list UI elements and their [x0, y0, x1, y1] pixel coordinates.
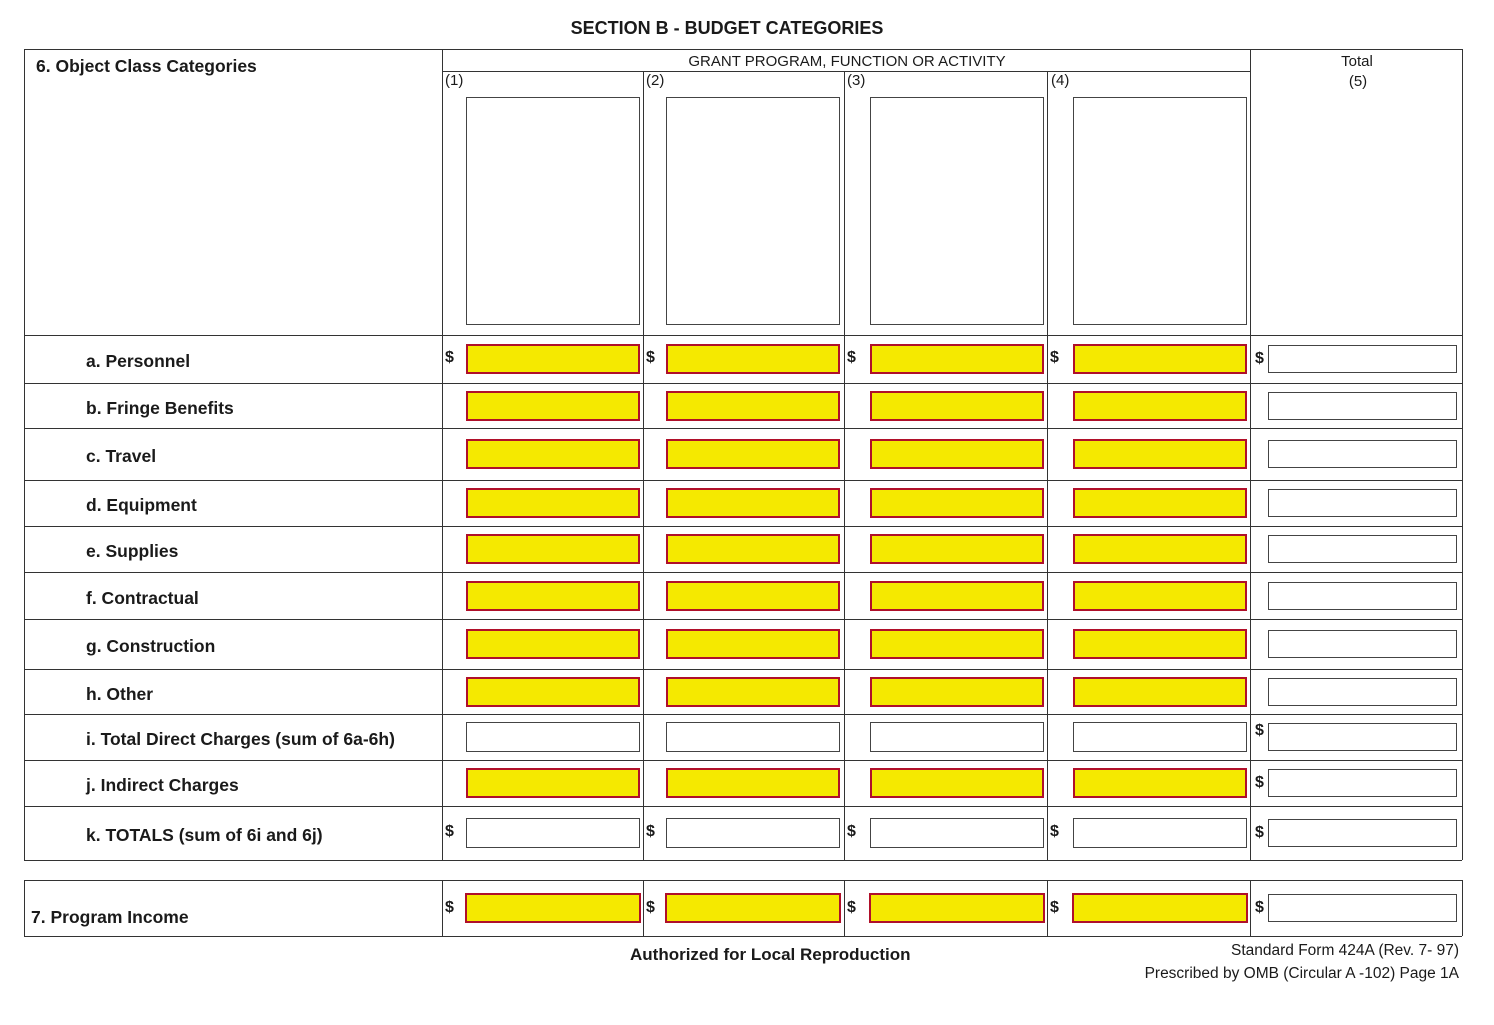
row-label: b. Fringe Benefits — [86, 397, 234, 418]
amount-input[interactable] — [466, 677, 640, 707]
dollar-sign: $ — [847, 823, 856, 840]
dollar-sign: $ — [646, 349, 655, 366]
dollar-sign: $ — [1050, 823, 1059, 840]
row-label: j. Indirect Charges — [86, 775, 239, 795]
total-input[interactable] — [1268, 678, 1457, 706]
amount-input[interactable] — [870, 677, 1044, 707]
amount-input[interactable] — [466, 768, 640, 798]
dollar-sign: $ — [1050, 899, 1059, 916]
row-divider — [24, 714, 1462, 715]
total-heading: Total — [1341, 53, 1373, 70]
program-income-input[interactable] — [869, 893, 1045, 923]
amount-input[interactable] — [1073, 818, 1247, 848]
dollar-sign: $ — [445, 349, 454, 366]
row-label: h. Other — [86, 683, 154, 704]
program-income-input[interactable] — [665, 893, 841, 923]
row-label: e. Supplies — [86, 541, 179, 561]
dollar-sign: $ — [1255, 722, 1264, 739]
amount-input[interactable] — [1073, 488, 1247, 518]
amount-input[interactable] — [870, 818, 1044, 848]
row-label: a. Personnel — [86, 351, 191, 371]
amount-input[interactable] — [666, 629, 840, 659]
amount-input[interactable] — [466, 391, 640, 421]
total-input[interactable] — [1268, 535, 1457, 563]
amount-input[interactable] — [1073, 391, 1247, 421]
row-divider — [24, 480, 1462, 481]
amount-input[interactable] — [666, 818, 840, 848]
amount-input[interactable] — [466, 439, 640, 469]
total-input[interactable] — [1268, 440, 1457, 468]
row-divider — [24, 760, 1462, 761]
amount-input[interactable] — [666, 722, 840, 752]
amount-input[interactable] — [1073, 768, 1247, 798]
program-name-box[interactable] — [466, 97, 640, 325]
dollar-sign: $ — [1255, 899, 1264, 916]
amount-input[interactable] — [666, 391, 840, 421]
amount-input[interactable] — [666, 439, 840, 469]
amount-input[interactable] — [870, 629, 1044, 659]
total-input[interactable] — [1268, 489, 1457, 517]
dollar-sign: $ — [445, 823, 454, 840]
prescribed-note: Prescribed by OMB (Circular A -102) Page 1A — [1144, 965, 1459, 982]
total-column-divider — [1250, 49, 1251, 860]
dollar-sign: $ — [1050, 349, 1059, 366]
dollar-sign: $ — [847, 349, 856, 366]
amount-input[interactable] — [466, 722, 640, 752]
program-income-right-border — [1462, 880, 1463, 936]
program-income-column-divider — [844, 880, 845, 936]
dollar-sign: $ — [847, 899, 856, 916]
amount-input[interactable] — [870, 344, 1044, 374]
amount-input[interactable] — [870, 391, 1044, 421]
program-income-column-divider — [1047, 880, 1048, 936]
amount-input[interactable] — [466, 818, 640, 848]
row-divider — [24, 860, 1462, 861]
program-income-column-divider — [442, 880, 443, 936]
program-column-divider — [844, 71, 845, 860]
amount-input[interactable] — [1073, 677, 1247, 707]
amount-input[interactable] — [666, 534, 840, 564]
total-input[interactable] — [1268, 345, 1457, 373]
table-top-border — [24, 49, 1462, 50]
label-column-divider — [442, 49, 443, 860]
row-divider — [24, 619, 1462, 620]
program-name-box[interactable] — [1073, 97, 1247, 325]
amount-input[interactable] — [666, 677, 840, 707]
row-label: f. Contractual — [86, 587, 199, 608]
row-divider — [24, 383, 1462, 384]
amount-input[interactable] — [666, 768, 840, 798]
row-divider — [24, 335, 1462, 336]
row-label: k. TOTALS (sum of 6i and 6j) — [86, 825, 323, 845]
amount-input[interactable] — [870, 534, 1044, 564]
row-divider — [24, 572, 1462, 573]
program-income-input[interactable] — [1072, 893, 1248, 923]
program-income-column-divider — [1250, 880, 1251, 936]
program-column-divider — [643, 71, 644, 860]
dollar-sign: $ — [1255, 824, 1264, 841]
total-column-number: (5) — [1348, 73, 1368, 90]
total-input[interactable] — [1268, 769, 1457, 797]
program-name-box[interactable] — [870, 97, 1044, 325]
table-right-border — [1462, 49, 1463, 860]
amount-input[interactable] — [466, 344, 640, 374]
row-divider — [24, 669, 1462, 670]
grant-heading-underline — [442, 71, 1250, 72]
amount-input[interactable] — [466, 488, 640, 518]
amount-input[interactable] — [666, 488, 840, 518]
amount-input[interactable] — [870, 439, 1044, 469]
program-income-bottom-border — [24, 936, 1462, 937]
amount-input[interactable] — [870, 768, 1044, 798]
total-input[interactable] — [1268, 630, 1457, 658]
amount-input[interactable] — [666, 581, 840, 611]
object-class-heading: 6. Object Class Categories — [36, 56, 257, 76]
dollar-sign: $ — [1255, 350, 1264, 367]
amount-input[interactable] — [466, 581, 640, 611]
amount-input[interactable] — [1073, 344, 1247, 374]
grant-program-heading: GRANT PROGRAM, FUNCTION OR ACTIVITY — [688, 53, 1006, 70]
total-input[interactable] — [1268, 582, 1457, 610]
total-input[interactable] — [1268, 392, 1457, 420]
row-label: i. Total Direct Charges (sum of 6a-6h) — [86, 729, 395, 749]
dollar-sign: $ — [445, 899, 454, 916]
row-divider — [24, 806, 1462, 807]
total-input[interactable] — [1268, 819, 1457, 847]
program-income-column-divider — [643, 880, 644, 936]
amount-input[interactable] — [666, 344, 840, 374]
amount-input[interactable] — [1073, 722, 1247, 752]
program-income-total-input[interactable] — [1268, 894, 1457, 922]
program-column-divider — [1047, 71, 1048, 860]
program-income-left-border — [24, 880, 25, 936]
dollar-sign: $ — [646, 899, 655, 916]
program-income-top-border — [24, 880, 1462, 881]
program-name-box[interactable] — [666, 97, 840, 325]
row-divider — [24, 526, 1462, 527]
amount-input[interactable] — [466, 629, 640, 659]
program-income-label: 7. Program Income — [31, 907, 189, 927]
amount-input[interactable] — [1073, 581, 1247, 611]
authorized-note: Authorized for Local Reproduction — [630, 945, 911, 964]
dollar-sign: $ — [646, 823, 655, 840]
program-income-input[interactable] — [465, 893, 641, 923]
program-column-number: (2) — [646, 72, 665, 89]
amount-input[interactable] — [1073, 534, 1247, 564]
amount-input[interactable] — [870, 488, 1044, 518]
amount-input[interactable] — [870, 722, 1044, 752]
amount-input[interactable] — [1073, 439, 1247, 469]
amount-input[interactable] — [466, 534, 640, 564]
amount-input[interactable] — [1073, 629, 1247, 659]
table-left-border — [24, 49, 25, 860]
total-input[interactable] — [1268, 723, 1457, 751]
amount-input[interactable] — [870, 581, 1044, 611]
row-label: c. Travel — [86, 446, 157, 466]
section-title: SECTION B - BUDGET CATEGORIES — [570, 18, 884, 38]
program-column-number: (3) — [847, 72, 866, 89]
row-divider — [24, 428, 1462, 429]
row-label: g. Construction — [86, 636, 216, 656]
row-label: d. Equipment — [86, 495, 197, 515]
program-column-number: (1) — [445, 72, 464, 89]
program-column-number: (4) — [1051, 72, 1070, 89]
form-id: Standard Form 424A (Rev. 7- 97) — [1230, 942, 1459, 959]
dollar-sign: $ — [1255, 774, 1264, 791]
